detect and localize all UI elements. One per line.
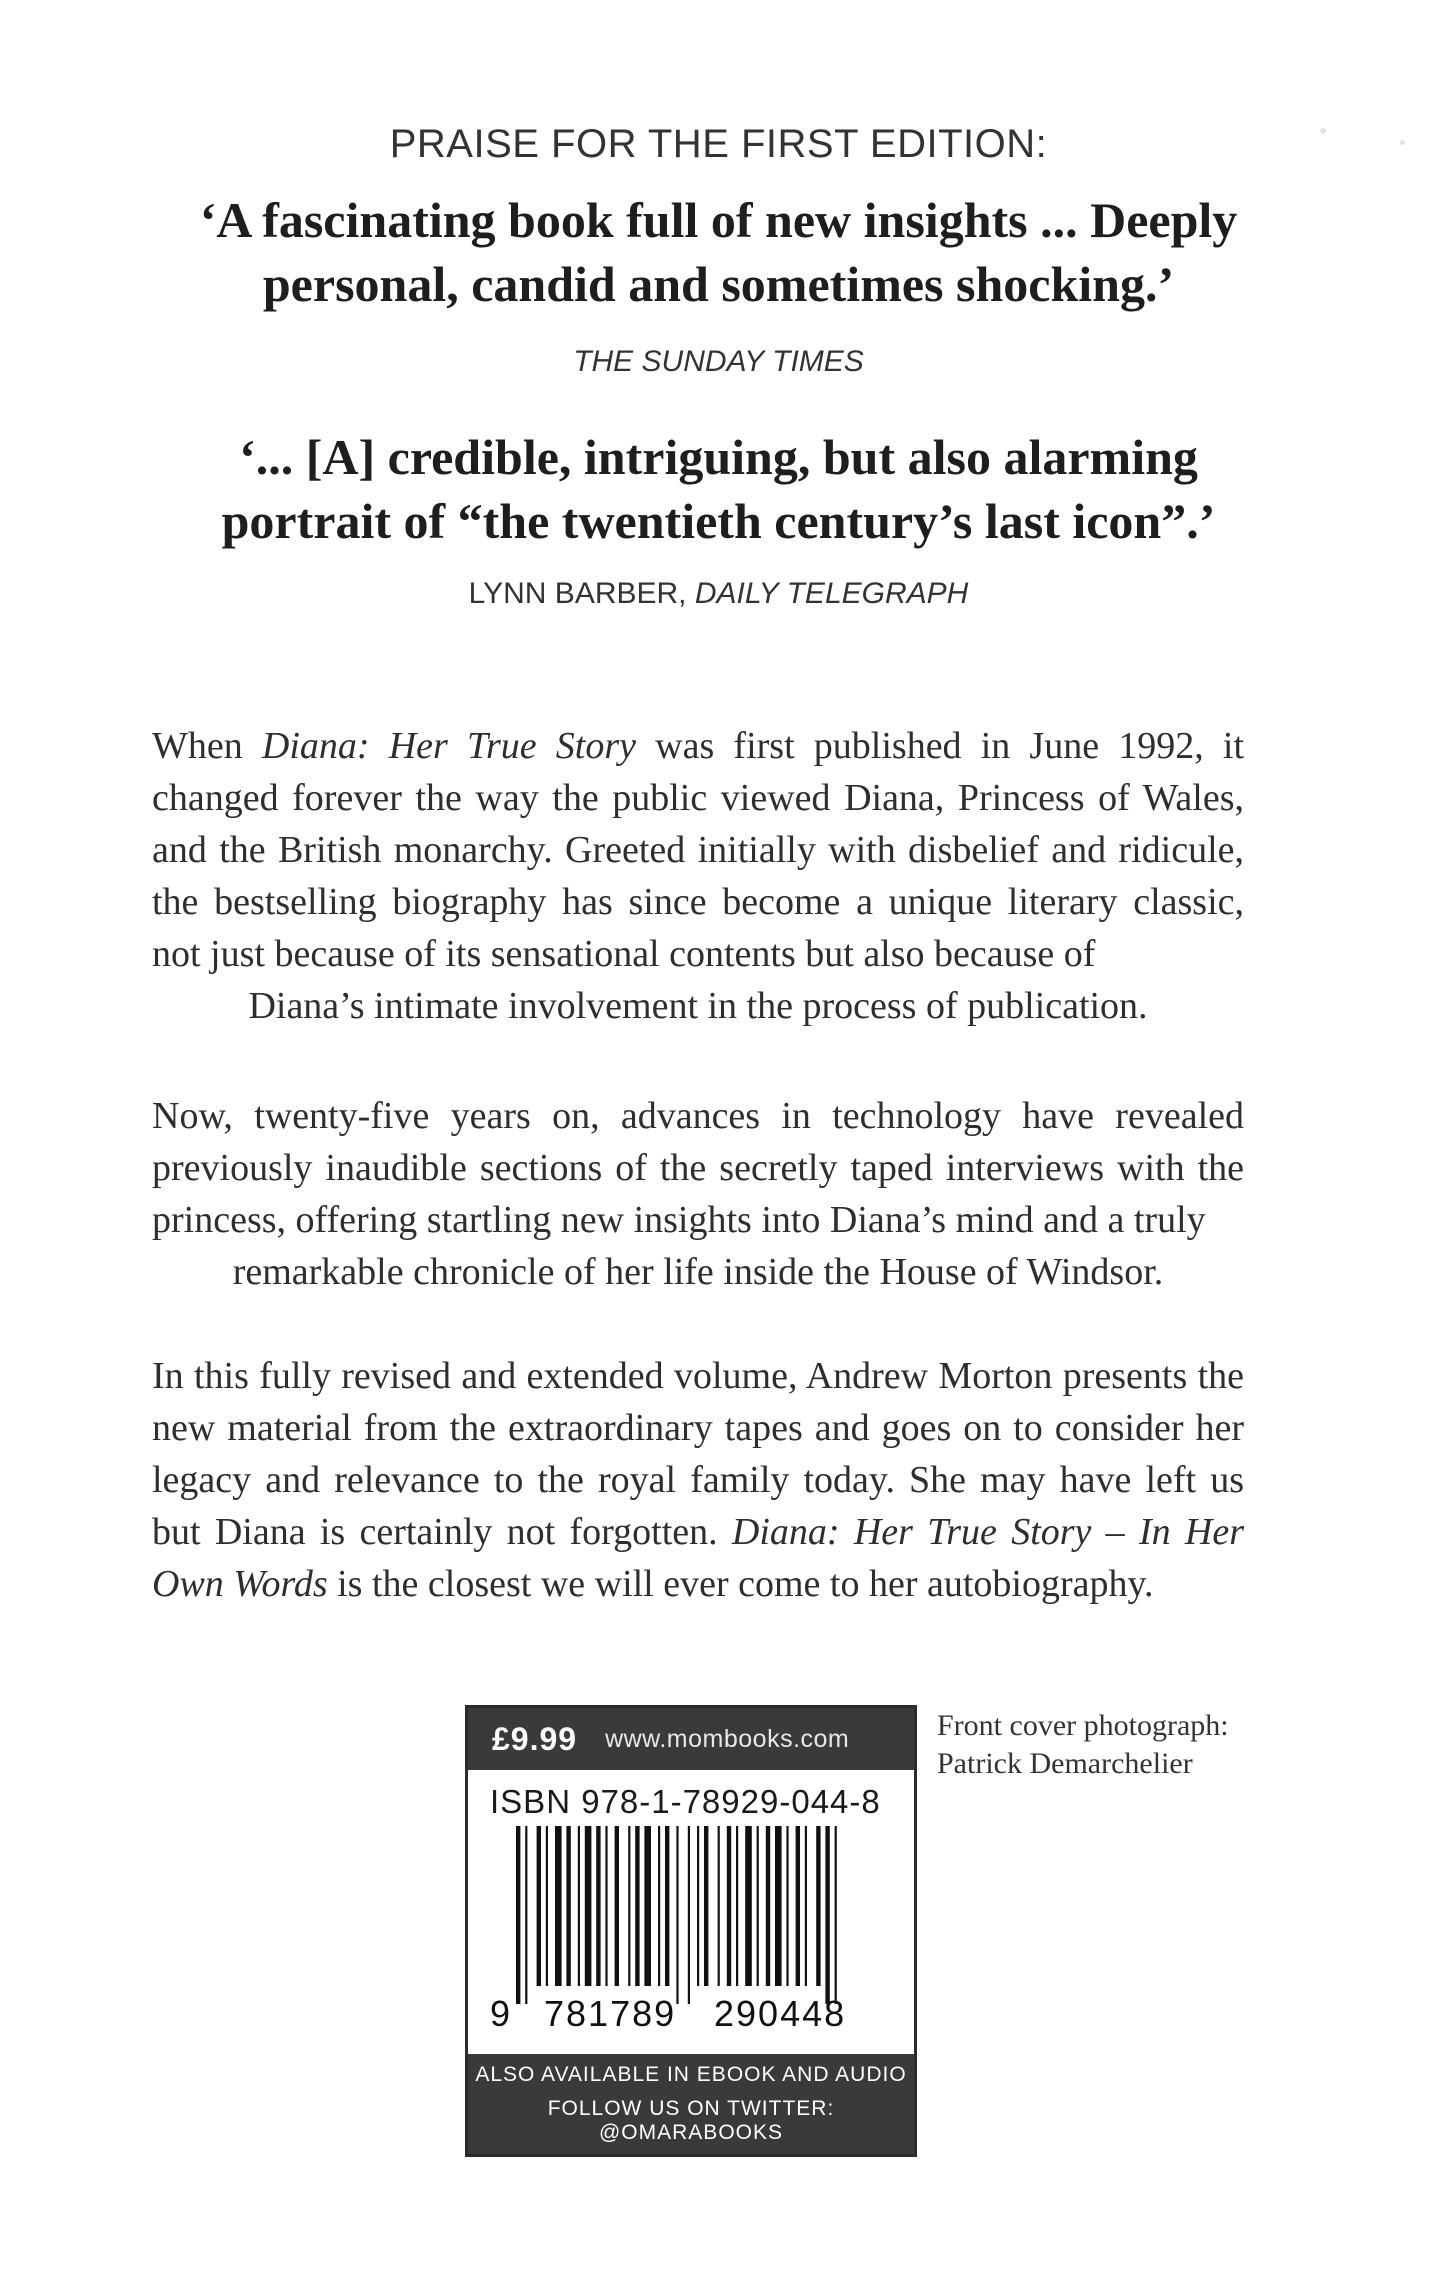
barcode-bar (635, 1826, 639, 1986)
blurb-last-line: remarkable chronicle of her life inside the House of Windsor. (232, 1251, 1164, 1293)
praise-quote-2 (150, 425, 1287, 553)
barcode-bar (644, 1826, 651, 1986)
praise-heading: PRAISE FOR THE FIRST EDITION: (389, 122, 1048, 166)
barcode-bar (555, 1826, 562, 1986)
barcode-bar (615, 1826, 619, 1986)
isbn: ISBN 978-1-78929-044-8 (490, 1783, 881, 1820)
barcode-bars (516, 1826, 837, 2004)
barcode-bar (688, 1826, 690, 2004)
barcode-bar (718, 1826, 720, 1986)
price: £9.99 (492, 1720, 578, 1757)
photo-credit (937, 1707, 1297, 1783)
blurb-last-line: Diana’s intimate involvement in the process of publication. (248, 985, 1148, 1027)
barcode-bar (596, 1826, 600, 1986)
barcode-bar (525, 1826, 527, 2004)
blurb-paragraph-3 (152, 1350, 1244, 1610)
barcode-bar (585, 1826, 592, 1986)
twitter-handle: FOLLOW US ON TWITTER: @OMARABOOKS (547, 2097, 835, 2144)
quote-line: ‘... [A] credible, intriguing, but also alarming (239, 429, 1198, 485)
barcode-digits-left: 781789 (544, 1993, 677, 2034)
barcode-bar (578, 1826, 580, 1986)
book-title: Diana: Her True Story – In Her Own Words (152, 1511, 1244, 1605)
credit-name: Patrick Demarchelier (937, 1747, 1193, 1780)
barcode-bar (786, 1826, 788, 1986)
barcode-bar (537, 1826, 541, 1986)
scan-speck (1320, 128, 1326, 134)
price-bar (468, 1708, 914, 1770)
blurb-text: In this fully revised and extended volume, Andrew Morton presents the new material from the extraordinary tapes and goes on to consider her legacy and relevance to the royal family today. She may have left us but Diana is certainly not forgotten. (152, 1355, 1244, 1553)
barcode-bar (546, 1826, 548, 1986)
barcode-bar (704, 1826, 708, 1986)
blurb-text: Now, twenty-five years on, advances in technology have revealed previously inaudible sections of the secretly taped interviews with the princess, offering startling new insights into Diana’s mind and a truly (152, 1095, 1244, 1241)
blurb-text: is the closest we will ever come to her autobiography. (337, 1563, 1154, 1605)
barcode-bar (605, 1826, 607, 1986)
barcode-digits-right: 290448 (714, 1993, 847, 2034)
also-available: ALSO AVAILABLE IN EBOOK AND AUDIO (475, 2063, 907, 2086)
attribution-publication: DAILY TELEGRAPH (694, 577, 969, 610)
barcode-bar (658, 1826, 660, 1986)
barcode-bar (628, 1826, 630, 1986)
barcode-bar (516, 1826, 520, 2004)
barcode-bar (757, 1826, 759, 1986)
barcode-bar (676, 1826, 678, 2004)
quote-attribution-1: THE SUNDAY TIMES (573, 345, 864, 378)
credit-label: Front cover photograph: (937, 1709, 1229, 1742)
barcode-bar (766, 1826, 770, 1986)
quote-attribution-2 (0, 577, 1437, 611)
barcode-bar (566, 1826, 570, 1986)
barcode-bar (805, 1826, 807, 1986)
attribution-name: LYNN BARBER, (468, 577, 687, 610)
barcode (486, 1826, 896, 2036)
barcode-digit-first: 9 (490, 1993, 511, 2034)
barcode-bar (775, 1826, 782, 1986)
quote-line: personal, candid and sometimes shocking.’ (262, 256, 1175, 312)
publisher-url: www.mombooks.com (605, 1724, 850, 1753)
barcode-bar (835, 1826, 837, 2004)
barcode-label (465, 1705, 917, 2157)
barcode-bar (665, 1826, 669, 1986)
barcode-bar (816, 1826, 820, 1986)
barcode-bar (825, 1826, 829, 2004)
barcode-bar (736, 1826, 738, 1986)
book-title: Diana: Her True Story (261, 725, 637, 767)
blurb-paragraph-2 (152, 1090, 1244, 1298)
barcode-bar (745, 1826, 752, 1986)
quote-line: ‘A fascinating book full of new insights ... Deeply (199, 192, 1238, 248)
barcode-bar (796, 1826, 800, 1986)
availability-bar (468, 2054, 914, 2154)
barcode-bar (727, 1826, 731, 1986)
blurb-text: When (152, 725, 243, 767)
quote-line: portrait of “the twentieth century’s last icon”.’ (221, 493, 1216, 549)
praise-quote-1 (150, 188, 1287, 316)
blurb-text: was first published in June 1992, it changed forever the way the public viewed Diana, Princess of Wales, and the British monarchy. Greeted initially with disbelief and ridicule, the bestselling biography has since become a unique literary classic, not just because of its sensational contents but also because of (152, 725, 1245, 975)
scan-speck (1400, 140, 1405, 145)
blurb-paragraph-1 (152, 720, 1244, 1032)
barcode-bar (697, 1826, 699, 1986)
